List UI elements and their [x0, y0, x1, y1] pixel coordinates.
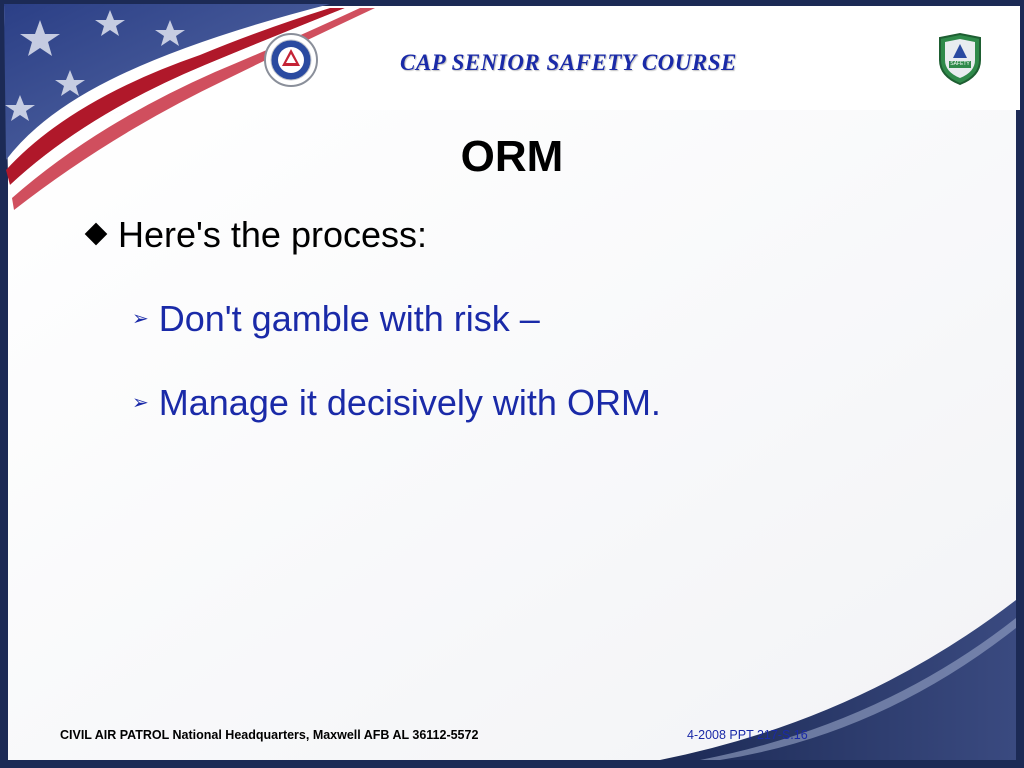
sub-bullet-text: Manage it decisively with ORM.: [158, 382, 661, 423]
course-title: CAP SENIOR SAFETY COURSE: [400, 50, 737, 75]
sub-bullet-item: [132, 298, 540, 340]
slide-title: ORM: [460, 132, 564, 181]
safety-shield-icon: [936, 32, 984, 86]
footer-address: CIVIL AIR PATROL National Headquarters, Maxwell AFB AL 36112-5572: [60, 728, 479, 742]
bullet-item: [84, 214, 427, 256]
safety-logo-text: SAFETY: [950, 61, 970, 67]
arrow-bullet-icon: ➢: [132, 391, 149, 414]
arrow-bullet-icon: ➢: [132, 307, 149, 330]
footer-slide-number: 4-2008 PPT 217-S.16: [687, 728, 808, 742]
bullet-text: Here's the process:: [118, 214, 428, 255]
diamond-bullet-icon: [85, 223, 108, 246]
sub-bullet-item: [132, 382, 661, 424]
sub-bullet-text: Don't gamble with risk –: [158, 298, 540, 339]
civil-air-patrol-seal-icon: [262, 32, 320, 88]
